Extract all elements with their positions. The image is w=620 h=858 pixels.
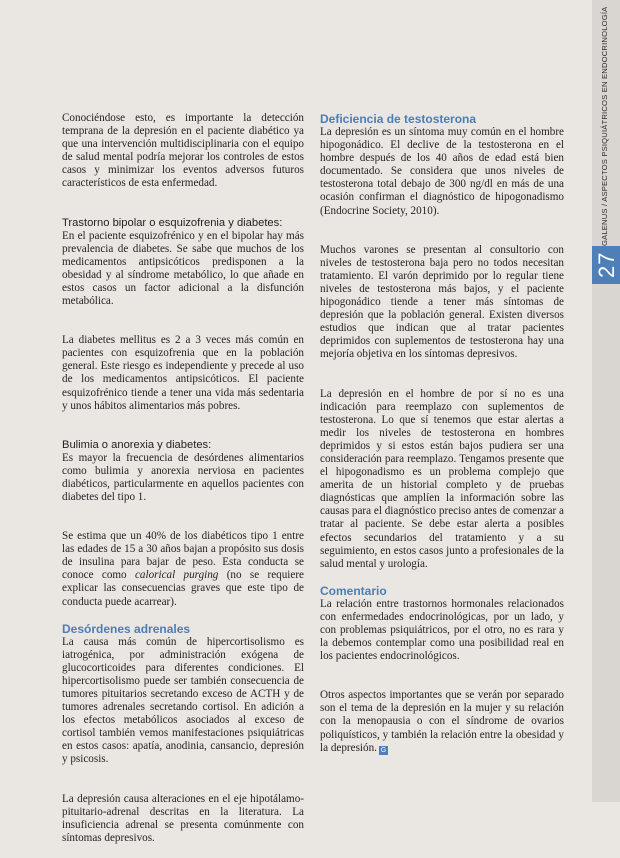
bipolar-heading: Trastorno bipolar o esquizofrenia y diabetes: xyxy=(62,216,283,229)
bulimia-text-a: Se estima que un 40% de los diabéticos tipo 1 entre las edades de 15 a 30 años bajan a propósito sus dosis de insulina para bajar de peso. Esta conducta se conoce como xyxy=(62,530,304,582)
comment-text: Otros aspectos importantes que se verán por separado son el tema de la depresión en la mujer y su relación con la menopausia o con el síndrome de ovarios poliquísticos, y también la relación entre la obesidad y la depresión. xyxy=(320,689,564,754)
left-column xyxy=(62,112,304,858)
comment-heading: Comentario xyxy=(320,583,387,598)
comment-paragraph-1: La relación entre trastornos hormonales relacionados con enfermedades endocrinológicas, por un lado, y con problemas psiquiátricos, por el otro, no es rara y la debemos contemplar como una posibilidad real en los pacientes endocrinológicos. xyxy=(320,597,564,663)
bulimia-text-b: (no se requiere explicar las consecuencias graves que este tipo de conducta puede acarrear). xyxy=(62,569,304,608)
bulimia-term: calorical purging xyxy=(134,569,219,582)
comment-paragraph-2 xyxy=(320,689,564,754)
end-of-article-icon: G xyxy=(380,746,387,754)
bipolar-paragraph-1: En el paciente esquizofrénico y en el bipolar hay más prevalencia de diabetes. Se sabe que muchos de los medicamentos antipsicóticos predisponen a la obesidad y al síndrome metabólico, lo que añade en estos casos un factor adicional a la disfunción metabólica. xyxy=(62,229,304,308)
intro-paragraph: Conociéndose esto, es importante la detección temprana de la depresión en el paciente diabético ya que una intervención multidisciplinaria con el equipo de salud mental podría mejorar los controles de estos casos y minimizar los eventos adversos futuros característicos de esta enfermedad. xyxy=(62,112,304,190)
testosterone-paragraph-3: La depresión en el hombre de por sí no es una indicación para reemplazo con suplementos de testosterona. Lo que sí tenemos que estar alertas a medir los niveles de testosterona en hombres deprimidos y si estos están bajos pudiera ser una consideración para reemplazo. Tengamos presente que el hipogonadismo es un problema complejo que amerita de un historial completo y de pruebas diagnósticas que amplíen la información sobre las causas para el diagnóstico preciso antes de comenzar a tratar al paciente. Se debe estar alerta a posibles efectos secundarios del tratamiento y a su seguimiento, en estos casos junto a profesionales de la salud mental y urología. xyxy=(320,387,564,570)
bipolar-paragraph-2: La diabetes mellitus es 2 a 3 veces más común en pacientes con esquizofrenia que en la población general. Este riesgo es independiente y precede al uso de los medicamentos antipsicóticos. El paciente esquizofrénico tiende a tener una vida más sedentaria y unos hábitos alimentarios más pobres. xyxy=(62,334,304,412)
testosterone-heading: Deficiencia de testosterona xyxy=(320,112,477,126)
bulimia-paragraph-1: Es mayor la frecuencia de desórdenes alimentarios como bulimia y anorexia nerviosa en pacientes diabéticos, particularmente en aquellos pacientes con diabetes del tipo 1. xyxy=(62,451,304,503)
running-head: GALENUS / ASPECTOS PSIQUIÁTRICOS EN ENDOCRINOLOGÍA xyxy=(600,6,609,246)
bulimia-heading: Bulimia o anorexia y diabetes: xyxy=(62,438,212,451)
testosterone-paragraph-1: La depresión es un síntoma muy común en el hombre hipogonádico. El declive de la testosterona en el hombre después de los 40 años de edad está bien documentado. Se considera que unos niveles de testosterona total debajo de 300 ng/dl en más de una ocasión confirman el diagnóstico de hipogonadismo (Endocrine Society, 2010). xyxy=(320,126,564,217)
adrenal-heading: Desórdenes adrenales xyxy=(62,621,191,636)
page-number: 27 xyxy=(594,251,619,278)
testosterone-paragraph-2: Muchos varones se presentan al consultorio con niveles de testosterona baja pero no todos necesitan tratamiento. El varón deprimido por lo regular tiene niveles de testosterona más bajos, y el paciente hipogonádico tiende a tener más síntomas de depresión que la población general. Existen diversos estudios que indican que al tratar pacientes deprimidos con suplementos de testosterona hay una mejoría objetiva en los síntomas depresivos. xyxy=(320,243,564,361)
right-column xyxy=(320,112,564,768)
adrenal-paragraph-2: La depresión causa alteraciones en el eje hipotálamo-pituitario-adrenal descritas en la literatura. La insuficiencia adrenal se presenta comúnmente con síntomas depresivos. xyxy=(62,792,304,844)
adrenal-paragraph-1: La causa más común de hipercortisolismo es iatrogénica, por administración exógena de glucocorticoides para diferentes condiciones. El hipercortisolismo puede ser también consecuencia de tumores pituitarios secretando exceso de ACTH y de tumores adrenales secretando cortisol. En adición a los efectos metabólicos asociados al exceso de cortisol también vemos manifestaciones psiquiátricas en estos casos: apatía, anodinia, cansancio, depresión y psicosis. xyxy=(62,635,304,766)
bulimia-paragraph-2 xyxy=(62,530,304,609)
